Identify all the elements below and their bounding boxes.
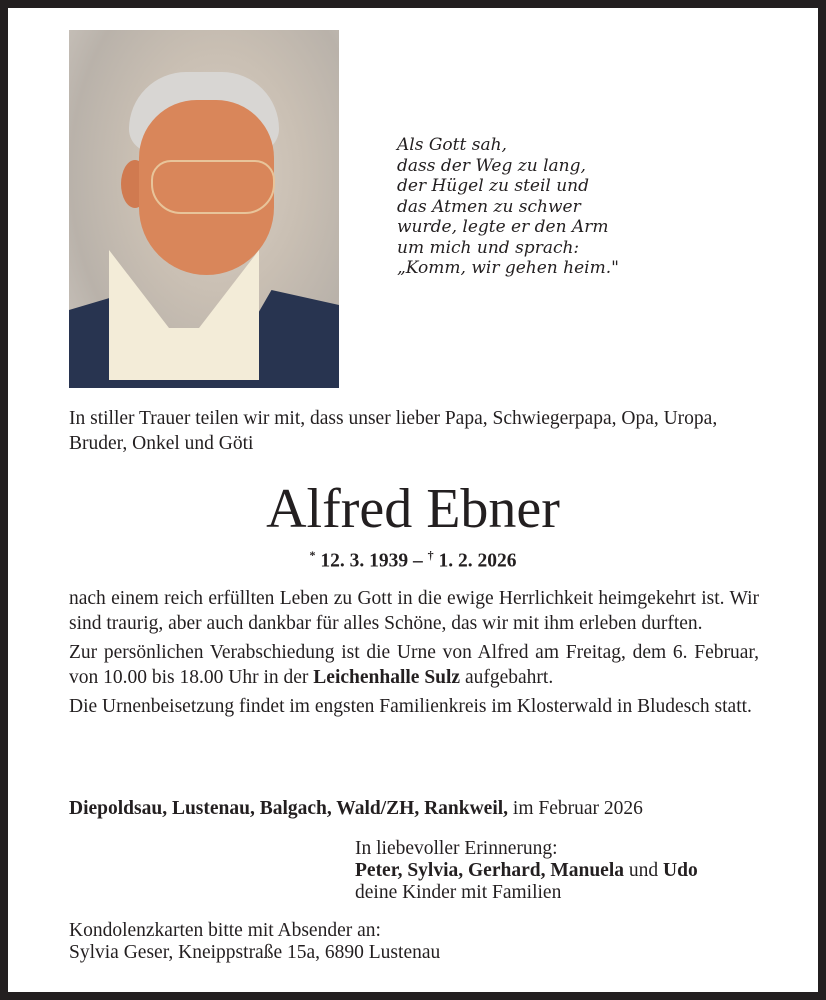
life-dates: [8, 548, 818, 573]
condolence-address: Sylvia Geser, Kneippstraße 15a, 6890 Lustenau: [69, 942, 441, 963]
poem-line: das Atmen zu schwer: [397, 196, 581, 217]
deceased-name: Alfred Ebner: [266, 478, 560, 540]
condolence-block: [69, 920, 440, 964]
paragraph-passing: nach einem reich erfüllten Leben zu Gott in die ewige Herrlichkeit heimgekehrt ist. Wir sind traurig, aber auch dankbar für alles Schöne, das wir mit ihm erleben durften.: [69, 588, 759, 634]
date-separator: –: [408, 550, 428, 572]
birth-date: 12. 3. 1939: [320, 550, 409, 572]
notice-date: im Februar 2026: [508, 798, 643, 819]
poem-line: „Komm, wir gehen heim.": [397, 258, 619, 278]
portrait-photo: [69, 30, 339, 388]
viewing-text: Zur persönlichen Verabschiedung ist die Urne von Alfred am Freitag, dem 6. Februar, von 10.00 bis 18.00 Uhr in der: [69, 642, 759, 688]
obituary-page: [8, 8, 818, 992]
children-last: Udo: [663, 860, 698, 881]
children-and: und: [624, 860, 664, 881]
birth-symbol: *: [309, 548, 316, 562]
notice-body: [69, 586, 759, 723]
poem-line: dass der Weg zu lang,: [397, 155, 586, 176]
paragraph-burial: Die Urnenbeisetzung findet im engsten Familienkreis im Klosterwald in Bludesch statt.: [69, 696, 752, 717]
poem-line: Als Gott sah,: [397, 135, 507, 155]
children-names: [355, 860, 698, 882]
death-symbol: †: [427, 548, 434, 562]
poem-line: um mich und sprach:: [397, 237, 580, 258]
viewing-location: Leichenhalle Sulz: [313, 667, 461, 688]
condolence-line: Kondolenzkarten bitte mit Absender an:: [69, 920, 381, 941]
family-line: deine Kinder mit Familien: [355, 882, 562, 903]
paragraph-viewing: [69, 640, 759, 690]
children-bold: Peter, Sylvia, Gerhard, Manuela: [355, 860, 625, 881]
poem-line: der Hügel zu steil und: [397, 176, 590, 196]
poem: [397, 135, 619, 279]
places: Diepoldsau, Lustenau, Balgach, Wald/ZH, Rankweil,: [69, 798, 509, 819]
poem-line: wurde, legte er den Arm: [397, 217, 609, 237]
death-date: 1. 2. 2026: [438, 550, 517, 572]
memory-block: [355, 838, 698, 904]
intro-text: In stiller Trauer teilen wir mit, dass unser lieber Papa, Schwiegerpapa, Opa, Uropa, Bruder, Onkel und Göti: [69, 408, 718, 454]
viewing-text-end: aufgebahrt.: [460, 667, 554, 688]
places-line: [69, 796, 789, 821]
photo-glasses: [151, 160, 275, 214]
memory-label: In liebevoller Erinnerung:: [355, 838, 558, 859]
